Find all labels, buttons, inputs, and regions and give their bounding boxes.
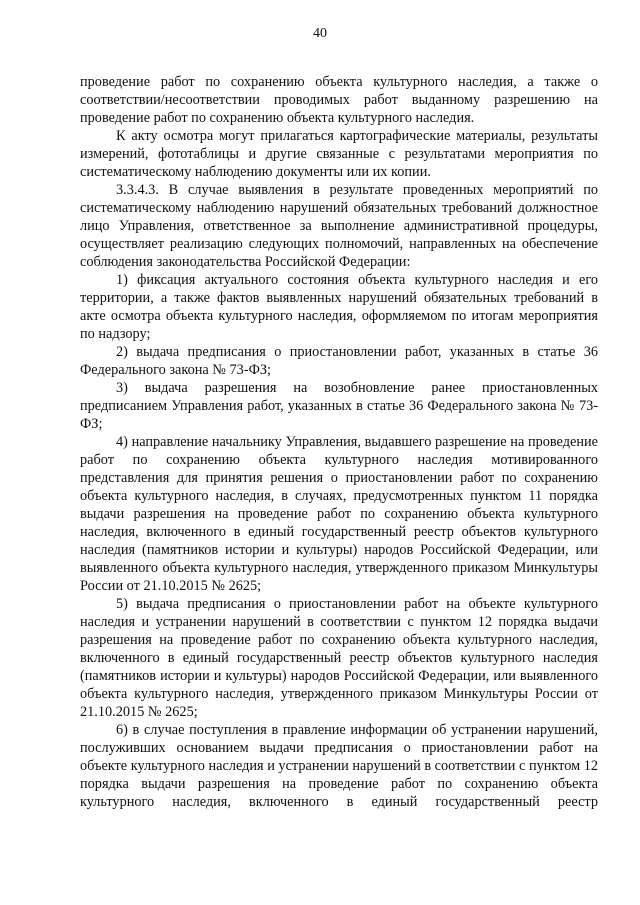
paragraph-section-3-3-4-3: 3.3.4.3. В случае выявления в результате проведенных мероприятий по систематическому наблюдению нарушений обязательных требований должностное лицо Управления, ответственное за выполнение административной процедуры, осуществляет реализацию следующих полномочий, направленных на обеспечение соблюдения законодательства Российской Федерации: [80,182,598,270]
list-item-3: 3) выдача разрешения на возобновление ранее приостановленных предписанием Управления работ, указанных в статье 36 Федерального закона № 73-ФЗ; [80,380,598,432]
list-item-5: 5) выдача предписания о приостановлении работ на объекте культурного наследия и устранении нарушений в соответствии с пунктом 12 порядка выдачи разрешения на проведение работ по сохранению объекта культурного наследия, включенного в единый государственный реестр объектов культурного наследия (памятников истории и культуры) народов Российской Федерации, или выявленного объекта культурного наследия, утвержденного приказом Минкультуры России от 21.10.2015 № 2625; [80,596,598,720]
paragraph-inspection-attachments: К акту осмотра могут прилагаться картографические материалы, результаты измерений, фототаблицы и другие связанные с результатами мероприятия по систематическому наблюдению документы или их копии. [80,128,598,180]
list-item-6: 6) в случае поступления в правление информации об устранении нарушений, послуживших основанием выдачи предписания о приостановлении работ на объекте культурного наследия и устранении нарушений в соответствии с пунктом 12 порядка выдачи разрешения на проведение работ по сохранению объекта культурного наследия, включенного в единый государственный реестр [80,722,599,810]
page-number: 40 [313,26,327,41]
list-item-1: 1) фиксация актуального состояния объекта культурного наследия и его территории, а также фактов выявленных нарушений обязательных требований в акте осмотра объекта культурного наследия, оформляемом по итогам мероприятия по надзору; [80,272,598,342]
list-item-4: 4) направление начальнику Управления, выдавшего разрешение на проведение работ по сохранению объекта культурного наследия мотивированного представления для принятия решения о приостановлении работ по сохранению объекта культурного наследия, в случаях, предусмотренных пунктом 11 порядка выдачи разрешения на проведение работ по сохранению объекта культурного наследия, включенного в единый государственный реестр объектов культурного наследия (памятников истории и культуры) народов Российской Федерации, или выявленного объекта культурного наследия, утвержденного приказом Минкультуры России от 21.10.2015 № 2625; [80,434,598,594]
paragraph-continuation: проведение работ по сохранению объекта культурного наследия, а также о соответствии/несоответствии проводимых работ выданному разрешению на проведение работ по сохранению объекта культурного наследия. [80,74,598,126]
list-item-2: 2) выдача предписания о приостановлении работ, указанных в статье 36 Федерального закона № 73-ФЗ; [80,344,598,378]
document-body [80,73,598,811]
